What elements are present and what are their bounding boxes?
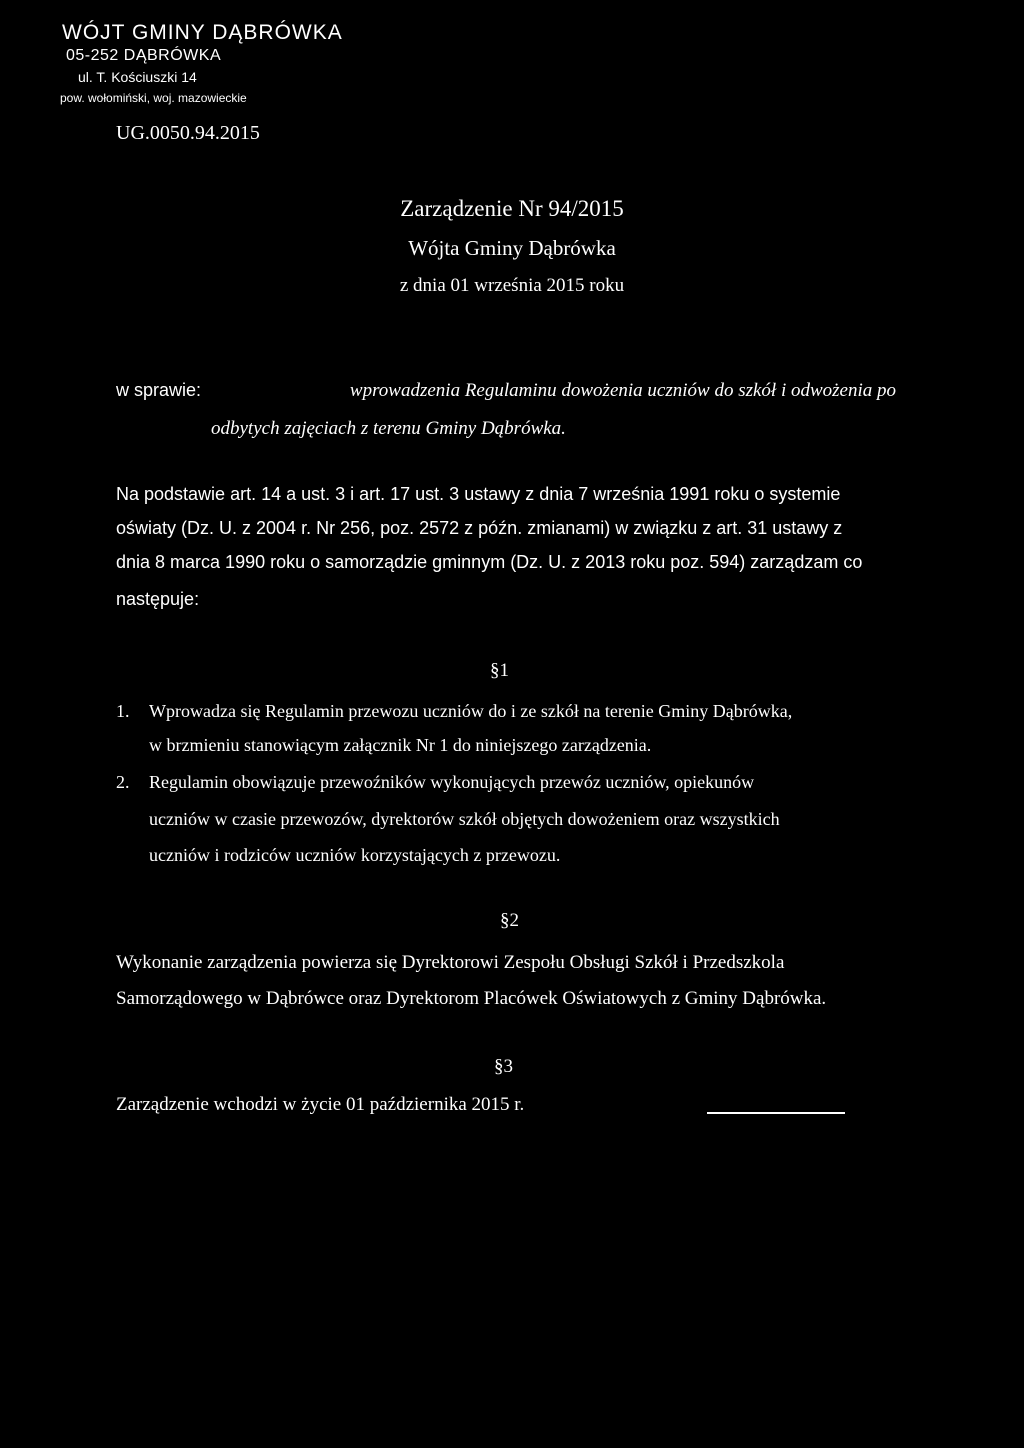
- item-2-line-1: Regulamin obowiązuje przewoźników wykonujących przewóz uczniów, opiekunów: [149, 772, 755, 792]
- document-issuer: Wójta Gminy Dąbrówka: [408, 236, 616, 260]
- section-2-line-2: Samorządowego w Dąbrówce oraz Dyrektorom Placówek Oświatowych z Gminy Dąbrówka.: [116, 988, 827, 1009]
- item-2-number: 2.: [116, 772, 130, 792]
- reference-number: UG.0050.94.2015: [116, 122, 260, 144]
- preamble-line-3: dnia 8 marca 1990 roku o samorządzie gminnym (Dz. U. z 2013 roku poz. 594) zarządzam co: [116, 552, 863, 572]
- stamp-line-4: pow. wołomiński, woj. mazowieckie: [60, 91, 247, 105]
- section-1-heading: §1: [490, 660, 509, 681]
- subject-text-1: wprowadzenia Regulaminu dowożenia uczniów do szkół i odwożenia po: [349, 380, 896, 401]
- document-title: Zarządzenie Nr 94/2015: [400, 196, 624, 221]
- section-3-text: Zarządzenie wchodzi w życie 01 października 2015 r.: [116, 1094, 525, 1115]
- item-1-number: 1.: [116, 701, 130, 721]
- section-2-line-1: Wykonanie zarządzenia powierza się Dyrektorowi Zespołu Obsługi Szkół i Przedszkola: [116, 952, 785, 973]
- item-1-line-2: w brzmieniu stanowiącym załącznik Nr 1 do niniejszego zarządzenia.: [149, 735, 652, 755]
- document-date: z dnia 01 września 2015 roku: [399, 275, 625, 296]
- preamble-line-4: następuje:: [116, 589, 200, 609]
- stamp-line-3: ul. T. Kościuszki 14: [78, 69, 197, 85]
- preamble-line-1: Na podstawie art. 14 a ust. 3 i art. 17 ust. 3 ustawy z dnia 7 września 1991 roku o systemie: [116, 484, 841, 504]
- signature-line: [707, 1112, 845, 1114]
- stamp-line-1: WÓJT GMINY DĄBRÓWKA: [62, 21, 343, 44]
- stamp-line-2: 05-252 DĄBRÓWKA: [66, 47, 222, 64]
- section-3-heading: §3: [494, 1056, 513, 1077]
- section-2-heading: §2: [500, 910, 519, 931]
- item-1-line-1: Wprowadza się Regulamin przewozu uczniów do i ze szkół na terenie Gminy Dąbrówka,: [149, 701, 793, 721]
- subject-text-2: odbytych zajęciach z terenu Gminy Dąbrówka.: [211, 418, 566, 439]
- preamble-line-2: oświaty (Dz. U. z 2004 r. Nr 256, poz. 2572 z późn. zmianami) w związku z art. 31 ustawy z: [116, 518, 843, 538]
- item-2-line-3: uczniów i rodziców uczniów korzystających z przewozu.: [149, 845, 561, 865]
- item-2-line-2: uczniów w czasie przewozów, dyrektorów szkół objętych dowożeniem oraz wszystkich: [149, 809, 780, 829]
- subject-label: w sprawie:: [116, 380, 202, 400]
- subject-line-1: [116, 380, 896, 402]
